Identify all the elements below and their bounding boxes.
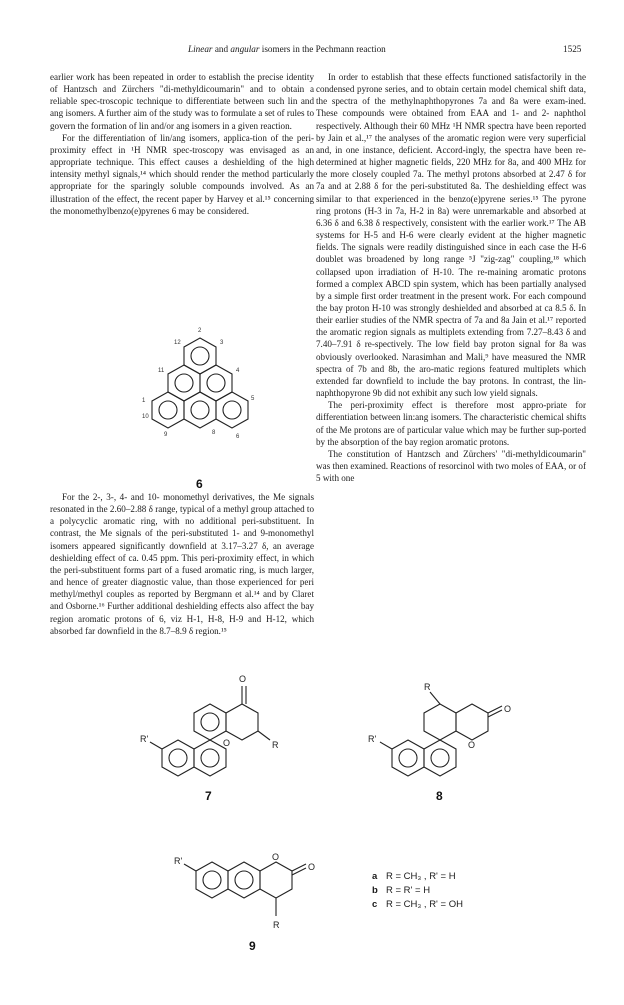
aromatic-circle bbox=[223, 401, 241, 419]
structure-7 bbox=[150, 686, 270, 776]
substituent-bond bbox=[380, 742, 392, 749]
left-paragraph-2: For the differentiation of lin/ang isomers, applica-tion of the peri-proximity effect in ¹H NMR spec-troscopy was envisaged as an appropriate technique. This effect causes a deshielding of the high intensity methyl signals,¹⁴ which should render the method particularly appropriate for the sparingly soluble compounds involved. As an illustration of the effect, the recent paper by Harvey et al.¹⁵ concerning the monomethylbenzo(e)pyrenes 6 may be considered. bbox=[50, 132, 314, 216]
figure-6-rings bbox=[152, 338, 248, 428]
structure-8 bbox=[380, 692, 502, 776]
ring-top bbox=[184, 338, 216, 374]
carbonyl-bond bbox=[488, 710, 502, 717]
right-column bbox=[316, 71, 586, 484]
atom-label: O bbox=[308, 862, 316, 872]
running-title: Linear and angular isomers in the Pechmann reaction bbox=[188, 44, 386, 54]
atom-label: O bbox=[468, 740, 476, 750]
position-label: 9 bbox=[164, 432, 168, 438]
ring-right-lower bbox=[216, 392, 248, 428]
ring bbox=[424, 740, 456, 776]
aromatic-circle bbox=[201, 713, 219, 731]
substituent-legend bbox=[372, 870, 463, 912]
aromatic-circle bbox=[203, 871, 221, 889]
pyrone-ring bbox=[456, 704, 488, 740]
ring-left-lower bbox=[152, 392, 184, 428]
aromatic-circle bbox=[191, 347, 209, 365]
legend-row-c: c R = CH₃ , R' = OH bbox=[372, 899, 463, 910]
right-paragraph-1: In order to establish that these effects functioned satisfactorily in the condensed pyrone series, and to obtain certain model chemical shift data, the spectra of the methylnaphthopyrones 7a and 8a were exam-ined. These compounds were obtained from EAA and 1- and 2- naphthol respectively. Although their 60 MHz ¹H NMR spectra have been reported by Jain et al.,¹⁷ the analyses of the aromatic region were very superficial and, in one instance, deficient. Accord-ingly, the spectra have been re-determined at higher magnetic fields, 220 MHz for 8a, and 400 MHz for the more closely coupled 7a. The methyl protons absorbed at 2.47 δ for 7a and at 2.88 δ for the peri-substituted 8a. The deshielding effect was similar to that experienced in the benzo(e)pyrene series.¹⁵ The pyrone ring protons (H-3 in 7a, H-2 in 8a) were unremarkable and absorbed at 6.36 δ and 6.38 δ respectively, consistent with the earlier work.¹⁷ The AB systems for H-5 and H-6 were clearly evident at the higher magnetic fields. The signals were readily distinguished since in each case the H-6 doublet was broadened by long range ⁵J "zig-zag" coupling,¹⁸ which collapsed upon irradiation of H-10. The re-maining aromatic protons formed a complex ABCD spin system, which has been partially analysed by a simple first order treatment in the present work. For each compound the bay proton H-10 was strongly deshielded and absorbed at ca 8.5 δ. In their earlier studies of the NMR spectra of 7a and 8a Jain et al.¹⁷ reported the aromatic region signals as multiplets extending from 7.27–8.43 δ and 7.40–7.91 δ re-spectively. The low field bay proton signal for 8a was obviously overlooked. Narasimhan and Mali,⁹ have measured the NMR spectra of 7b and 8b, the aro-matic regions featured multiplets which extended far downfield to include the bay protons. In contrast, the lin-naphthopyrone 9b did not exhibit any such low yield signals. bbox=[316, 72, 586, 399]
substituent-label: R bbox=[424, 682, 431, 692]
ring bbox=[194, 740, 226, 776]
compound-label-6: 6 bbox=[196, 477, 203, 491]
position-label: 8 bbox=[212, 430, 216, 436]
figure-6-benzopyrene bbox=[130, 310, 270, 500]
aromatic-circle bbox=[169, 749, 187, 767]
legend-row-b: b R = R' = H bbox=[372, 885, 431, 896]
ring bbox=[194, 704, 226, 740]
ring bbox=[196, 862, 228, 898]
legend-row-a: a R = CH₃ , R' = H bbox=[372, 871, 456, 882]
compound-label-7: 7 bbox=[205, 789, 212, 803]
running-head bbox=[0, 44, 624, 58]
aromatic-circle bbox=[201, 749, 219, 767]
substituent-bond bbox=[258, 731, 270, 740]
right-paragraph-3: The constitution of Hantzsch and Zürchers' "di-methyldicoumarin" was then examined. Reactions of resorcinol with two moles of EAA, or of 5 with one bbox=[316, 448, 586, 484]
position-label: 1 bbox=[142, 398, 146, 404]
ring-center bbox=[184, 392, 216, 428]
substituent-label: R' bbox=[140, 734, 149, 744]
substituent-label: R' bbox=[174, 856, 183, 866]
carbonyl-bond bbox=[488, 706, 502, 713]
carbonyl-bond bbox=[292, 868, 306, 875]
substituent-label: R' bbox=[368, 734, 377, 744]
left-paragraph-1: earlier work has been repeated in order to establish the precise identity of Hantzsch and Zürchers "di-methyldicoumarin" and to obtain a reliable spec-troscopic technique to differentiate between such lin and ang isomers. A further aim of the study was to formulate a set of rules to govern the formation of lin and/or ang isomers in a given reaction. bbox=[50, 72, 314, 131]
right-paragraph-2: The peri-proximity effect is therefore most appro-priate for differentiation between lin:ang isomers. The characteristic chemical shifts of the Me protons are of particular value which may be further sup-ported by the absorption of the bay region aromatic protons. bbox=[316, 400, 586, 447]
substituent-bond bbox=[430, 692, 440, 704]
position-label: 10 bbox=[142, 414, 149, 420]
figure-structures-7-8-9 bbox=[0, 640, 624, 970]
position-label: 3 bbox=[220, 340, 224, 346]
position-label: 2 bbox=[198, 328, 202, 334]
structure-9 bbox=[184, 862, 306, 916]
substituent-bond bbox=[184, 864, 196, 871]
pyrone-ring bbox=[226, 704, 258, 740]
aromatic-circle bbox=[207, 374, 225, 392]
ring bbox=[228, 862, 260, 898]
atom-label: O bbox=[239, 674, 247, 684]
left-lower-block bbox=[50, 491, 314, 637]
atom-label: O bbox=[504, 704, 512, 714]
ring-left-upper bbox=[168, 365, 200, 401]
aromatic-circle bbox=[191, 401, 209, 419]
atom-label: O bbox=[272, 852, 280, 862]
position-label: 12 bbox=[174, 340, 181, 346]
substituent-label: R bbox=[273, 920, 280, 930]
ring bbox=[162, 740, 194, 776]
position-label: 6 bbox=[236, 434, 240, 440]
substituent-bond bbox=[150, 742, 162, 749]
aromatic-circle bbox=[399, 749, 417, 767]
atom-label: O bbox=[223, 738, 231, 748]
aromatic-circle bbox=[431, 749, 449, 767]
page-number: 1525 bbox=[563, 44, 582, 54]
ring bbox=[424, 704, 456, 740]
carbonyl-bond bbox=[292, 864, 306, 871]
position-label: 5 bbox=[251, 396, 255, 402]
compound-label-9: 9 bbox=[249, 939, 256, 953]
substituent-label: R bbox=[272, 740, 279, 750]
ring bbox=[392, 740, 424, 776]
position-label: 11 bbox=[158, 368, 165, 374]
ring-right-upper bbox=[200, 365, 232, 401]
left-paragraph-3: For the 2-, 3-, 4- and 10- monomethyl derivatives, the Me signals resonated in the 2.60–2.88 δ range, typical of a methyl group attached to a polycyclic aromatic ring, with no additional peri-substituent. In contrast, the Me signals of the peri-substituted 1- and 9-monomethyl isomers appeared significantly downfield at 3.17–3.27 δ, an average deshielding effect of ca. 0.45 ppm. This peri-proximity effect, in which the peri-substituent forms part of a fused aromatic ring, is much larger, and hence of greater diagnostic value, than those experienced for peri methyl/methyl couples as reported by Bergmann et al.¹⁴ and by Claret and Osborne.¹⁶ Further additional deshielding effects also affect the bay region aromatic protons of 6, viz H-1, H-8, H-9 and H-12, which absorbed far downfield in the 8.7–8.9 δ region.¹⁵ bbox=[50, 492, 314, 636]
aromatic-circle bbox=[235, 871, 253, 889]
position-label: 4 bbox=[236, 368, 240, 374]
compound-label-8: 8 bbox=[436, 789, 443, 803]
aromatic-circle bbox=[175, 374, 193, 392]
pyrone-ring bbox=[260, 862, 292, 898]
aromatic-circle bbox=[159, 401, 177, 419]
